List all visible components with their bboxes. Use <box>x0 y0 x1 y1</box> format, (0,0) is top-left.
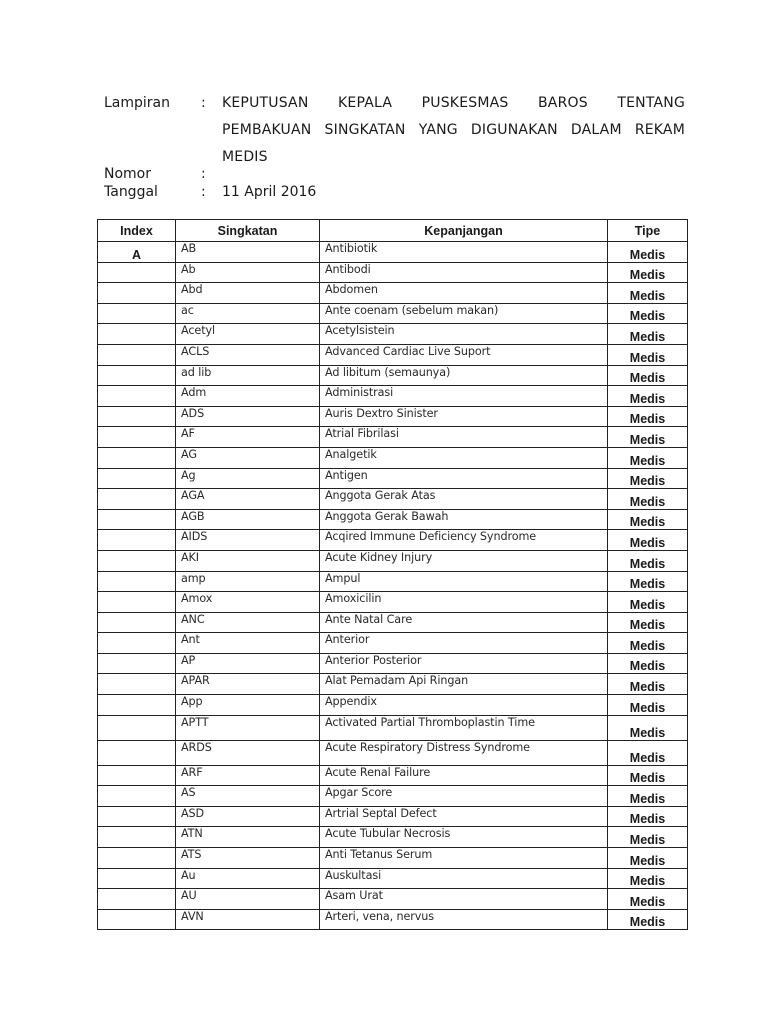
table-row <box>98 889 688 910</box>
abbreviation-cell: AU <box>176 889 320 910</box>
abbreviation-cell: AB <box>176 242 320 263</box>
expansion-cell: Acetylsistein <box>320 324 608 345</box>
type-cell: Medis <box>608 806 688 827</box>
index-cell <box>98 806 176 827</box>
index-cell <box>98 324 176 345</box>
abbreviation-cell: Adm <box>176 386 320 407</box>
type-cell: Medis <box>608 242 688 263</box>
type-cell: Medis <box>608 386 688 407</box>
abbreviation-table <box>97 219 688 930</box>
table-row <box>98 695 688 716</box>
expansion-cell: Ante coenam (sebelum makan) <box>320 303 608 324</box>
index-cell <box>98 889 176 910</box>
expansion-cell: Alat Pemadam Api Ringan <box>320 674 608 695</box>
abbreviation-cell: Ag <box>176 468 320 489</box>
type-cell: Medis <box>608 262 688 283</box>
table-row <box>98 868 688 889</box>
type-cell: Medis <box>608 612 688 633</box>
type-cell: Medis <box>608 571 688 592</box>
type-cell: Medis <box>608 909 688 930</box>
index-cell <box>98 715 176 740</box>
type-cell: Medis <box>608 889 688 910</box>
expansion-cell: Anterior Posterior <box>320 653 608 674</box>
table-row <box>98 530 688 551</box>
type-cell: Medis <box>608 848 688 869</box>
type-cell: Medis <box>608 695 688 716</box>
index-cell <box>98 262 176 283</box>
column-header-kepanjangan: Kepanjangan <box>320 220 608 242</box>
table-row <box>98 468 688 489</box>
expansion-cell: Administrasi <box>320 386 608 407</box>
lampiran-label: Lampiran <box>104 95 171 111</box>
abbreviation-cell: AIDS <box>176 530 320 551</box>
nomor-label: Nomor <box>104 166 151 182</box>
table-row <box>98 571 688 592</box>
index-cell <box>98 674 176 695</box>
expansion-cell: Anterior <box>320 633 608 654</box>
abbreviation-cell: Ab <box>176 262 320 283</box>
table-row <box>98 427 688 448</box>
type-cell: Medis <box>608 468 688 489</box>
lampiran-line: MEDIS <box>222 149 268 165</box>
type-cell: Medis <box>608 447 688 468</box>
abbreviation-cell: AP <box>176 653 320 674</box>
expansion-cell: Acute Renal Failure <box>320 765 608 786</box>
lampiran-colon: : <box>201 95 206 111</box>
type-cell: Medis <box>608 530 688 551</box>
table-row <box>98 827 688 848</box>
expansion-cell: Abdomen <box>320 283 608 304</box>
expansion-cell: Artrial Septal Defect <box>320 806 608 827</box>
expansion-cell: Amoxicilin <box>320 592 608 613</box>
expansion-cell: Analgetik <box>320 447 608 468</box>
table-row <box>98 242 688 263</box>
expansion-cell: Ante Natal Care <box>320 612 608 633</box>
abbreviation-cell: ANC <box>176 612 320 633</box>
type-cell: Medis <box>608 765 688 786</box>
table-row <box>98 406 688 427</box>
tanggal-colon: : <box>201 184 206 200</box>
expansion-cell: Acute Tubular Necrosis <box>320 827 608 848</box>
index-cell <box>98 592 176 613</box>
type-cell: Medis <box>608 868 688 889</box>
table-header-row <box>98 220 688 242</box>
index-cell <box>98 365 176 386</box>
tanggal-label: Tanggal <box>104 184 158 200</box>
table-body <box>98 242 688 930</box>
table-row <box>98 262 688 283</box>
expansion-cell: Acute Kidney Injury <box>320 550 608 571</box>
expansion-cell: Apgar Score <box>320 786 608 807</box>
abbreviation-cell: AVN <box>176 909 320 930</box>
abbreviation-cell: AS <box>176 786 320 807</box>
abbreviation-cell: AGA <box>176 489 320 510</box>
type-cell: Medis <box>608 740 688 765</box>
index-cell: A <box>98 242 176 263</box>
type-cell: Medis <box>608 489 688 510</box>
abbreviation-cell: AKI <box>176 550 320 571</box>
index-cell <box>98 530 176 551</box>
column-header-index: Index <box>98 220 176 242</box>
index-cell <box>98 283 176 304</box>
index-cell <box>98 303 176 324</box>
type-cell: Medis <box>608 786 688 807</box>
type-cell: Medis <box>608 406 688 427</box>
index-cell <box>98 786 176 807</box>
index-cell <box>98 740 176 765</box>
tanggal-value: 11 April 2016 <box>222 184 317 200</box>
abbreviation-cell: ATS <box>176 848 320 869</box>
index-cell <box>98 509 176 530</box>
index-cell <box>98 386 176 407</box>
table-header <box>98 220 688 242</box>
type-cell: Medis <box>608 344 688 365</box>
type-cell: Medis <box>608 715 688 740</box>
expansion-cell: Asam Urat <box>320 889 608 910</box>
abbreviation-cell: AGB <box>176 509 320 530</box>
index-cell <box>98 909 176 930</box>
abbreviation-cell: Abd <box>176 283 320 304</box>
abbreviation-cell: Au <box>176 868 320 889</box>
table-row <box>98 806 688 827</box>
index-cell <box>98 827 176 848</box>
index-cell <box>98 468 176 489</box>
abbreviation-cell: Amox <box>176 592 320 613</box>
table-row <box>98 786 688 807</box>
index-cell <box>98 406 176 427</box>
abbreviation-cell: Ant <box>176 633 320 654</box>
expansion-cell: Appendix <box>320 695 608 716</box>
index-cell <box>98 447 176 468</box>
type-cell: Medis <box>608 827 688 848</box>
table-row <box>98 283 688 304</box>
table-row <box>98 612 688 633</box>
index-cell <box>98 571 176 592</box>
type-cell: Medis <box>608 365 688 386</box>
table-row <box>98 715 688 740</box>
abbreviation-cell: APAR <box>176 674 320 695</box>
table-row <box>98 365 688 386</box>
expansion-cell: Ampul <box>320 571 608 592</box>
expansion-cell: Antibiotik <box>320 242 608 263</box>
index-cell <box>98 344 176 365</box>
expansion-cell: Activated Partial Thromboplastin Time <box>320 715 608 740</box>
type-cell: Medis <box>608 674 688 695</box>
index-cell <box>98 868 176 889</box>
table-row <box>98 550 688 571</box>
type-cell: Medis <box>608 509 688 530</box>
table-row <box>98 633 688 654</box>
abbreviation-cell: APTT <box>176 715 320 740</box>
table-row <box>98 386 688 407</box>
abbreviation-cell: amp <box>176 571 320 592</box>
index-cell <box>98 653 176 674</box>
expansion-cell: Acute Respiratory Distress Syndrome <box>320 740 608 765</box>
expansion-cell: Arteri, vena, nervus <box>320 909 608 930</box>
expansion-cell: Auris Dextro Sinister <box>320 406 608 427</box>
expansion-cell: Antigen <box>320 468 608 489</box>
expansion-cell: Acqired Immune Deficiency Syndrome <box>320 530 608 551</box>
expansion-cell: Auskultasi <box>320 868 608 889</box>
table-row <box>98 848 688 869</box>
abbreviation-cell: ac <box>176 303 320 324</box>
type-cell: Medis <box>608 592 688 613</box>
type-cell: Medis <box>608 550 688 571</box>
index-cell <box>98 695 176 716</box>
table-row <box>98 447 688 468</box>
table-row <box>98 489 688 510</box>
lampiran-line: KEPUTUSAN KEPALA PUSKESMAS BAROS TENTANG <box>222 95 685 111</box>
abbreviation-cell: ASD <box>176 806 320 827</box>
abbreviation-cell: ACLS <box>176 344 320 365</box>
abbreviation-cell: ARF <box>176 765 320 786</box>
column-header-singkatan: Singkatan <box>176 220 320 242</box>
index-cell <box>98 612 176 633</box>
expansion-cell: Antibodi <box>320 262 608 283</box>
table-row <box>98 765 688 786</box>
table-row <box>98 740 688 765</box>
expansion-cell: Advanced Cardiac Live Suport <box>320 344 608 365</box>
type-cell: Medis <box>608 324 688 345</box>
table-row <box>98 592 688 613</box>
abbreviation-cell: ad lib <box>176 365 320 386</box>
expansion-cell: Atrial Fibrilasi <box>320 427 608 448</box>
index-cell <box>98 427 176 448</box>
abbreviation-cell: AF <box>176 427 320 448</box>
abbreviation-cell: ARDS <box>176 740 320 765</box>
table-row <box>98 344 688 365</box>
abbreviation-cell: AG <box>176 447 320 468</box>
table-row <box>98 509 688 530</box>
type-cell: Medis <box>608 633 688 654</box>
column-header-tipe: Tipe <box>608 220 688 242</box>
table-row <box>98 303 688 324</box>
table-row <box>98 324 688 345</box>
index-cell <box>98 765 176 786</box>
table-row <box>98 653 688 674</box>
index-cell <box>98 848 176 869</box>
table-row <box>98 909 688 930</box>
expansion-cell: Anti Tetanus Serum <box>320 848 608 869</box>
abbreviation-cell: Acetyl <box>176 324 320 345</box>
abbreviation-cell: ADS <box>176 406 320 427</box>
abbreviation-cell: App <box>176 695 320 716</box>
type-cell: Medis <box>608 303 688 324</box>
expansion-cell: Ad libitum (semaunya) <box>320 365 608 386</box>
index-cell <box>98 489 176 510</box>
type-cell: Medis <box>608 283 688 304</box>
table-row <box>98 674 688 695</box>
expansion-cell: Anggota Gerak Atas <box>320 489 608 510</box>
expansion-cell: Anggota Gerak Bawah <box>320 509 608 530</box>
index-cell <box>98 633 176 654</box>
index-cell <box>98 550 176 571</box>
abbreviation-cell: ATN <box>176 827 320 848</box>
type-cell: Medis <box>608 653 688 674</box>
nomor-colon: : <box>201 166 206 182</box>
lampiran-line: PEMBAKUAN SINGKATAN YANG DIGUNAKAN DALAM REKAM <box>222 122 685 138</box>
type-cell: Medis <box>608 427 688 448</box>
lampiran-text <box>222 94 685 175</box>
